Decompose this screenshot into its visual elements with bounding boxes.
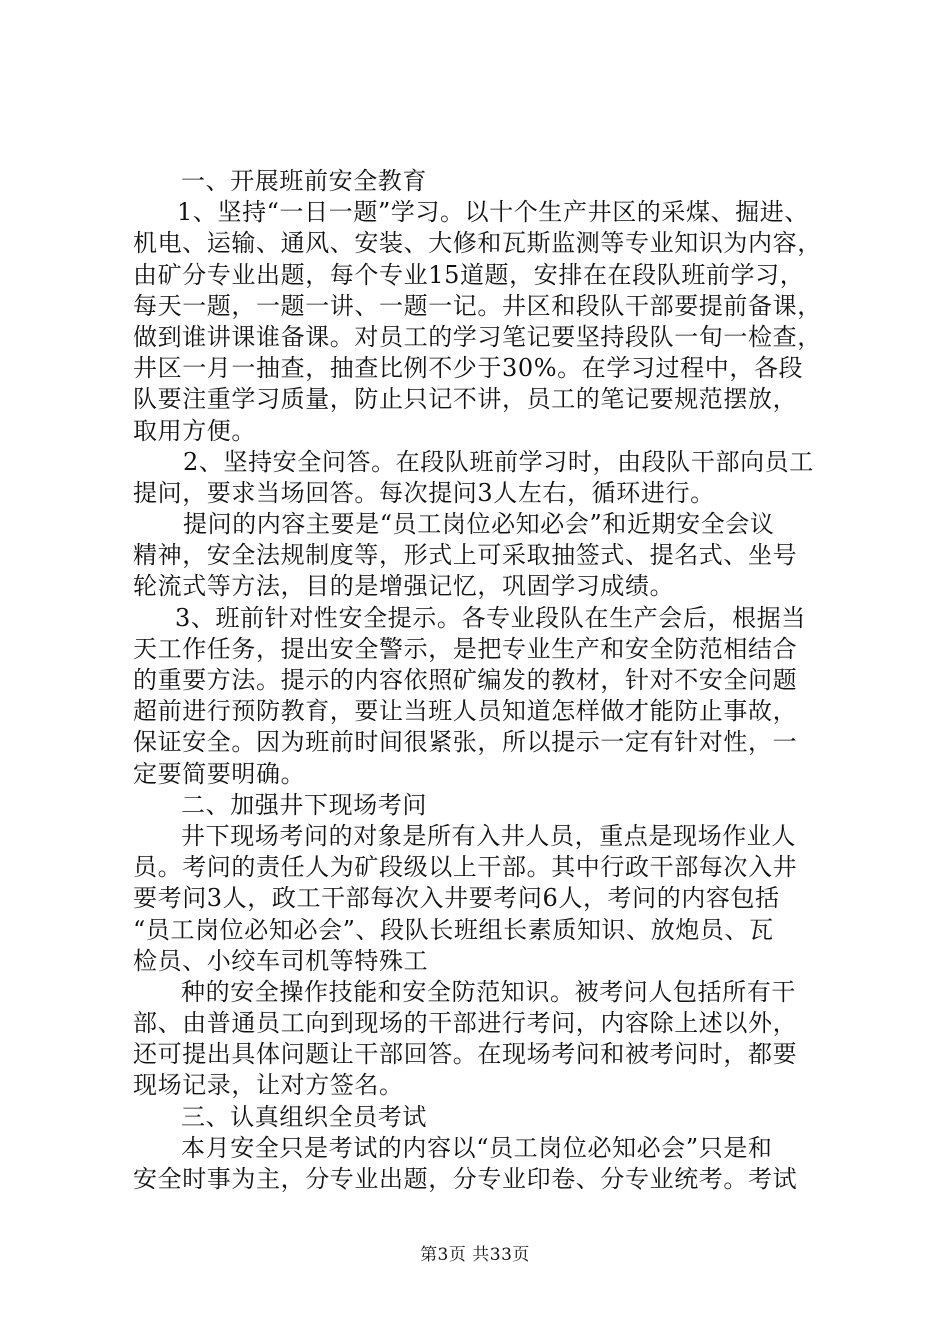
paragraph-line: “员工岗位必知必会”、段队长班组长素质知识、放炮员、瓦 — [133, 915, 774, 944]
section-heading-2: 二、加强井下现场考问 — [181, 790, 427, 819]
document-body — [133, 166, 833, 1195]
paragraph-line: 员。考问的责任人为矿段级以上干部。其中行政干部每次入井 — [133, 853, 798, 882]
paragraph-line: 现场记录，让对方签名。 — [133, 1071, 404, 1100]
paragraph-line: 做到谁讲课谁备课。对员工的学习笔记要坚持段队一旬一检查， — [133, 322, 822, 351]
paragraph-line: 安全时事为主，分专业出题，分专业印卷、分专业统考。考试 — [133, 1165, 798, 1193]
paragraph-line: 队要注重学习质量，防止只记不讲，员工的笔记要规范摆放， — [133, 385, 798, 414]
paragraph-line: 本月安全只是考试的内容以“员工岗位必知必会”只是和 — [181, 1133, 773, 1162]
paragraph-line: 精神，安全法规制度等，形式上可采取抽签式、提名式、坐号 — [133, 541, 798, 570]
paragraph-line: 2、坚持安全问答。在段队班前学习时，由段队干部向员工 — [183, 447, 814, 476]
paragraph-line: 1、坚持“一日一题”学习。以十个生产井区的采煤、掘进、 — [177, 198, 810, 227]
paragraph-line: 部、由普通员工向到现场的干部进行考问，内容除上述以外， — [133, 1009, 798, 1038]
paragraph-line: 定要简要明确。 — [133, 759, 306, 788]
paragraph-line: 由矿分专业出题，每个专业15道题，安排在在段队班前学习， — [133, 260, 805, 289]
paragraph-line: 每天一题，一题一讲、一题一记。井区和段队干部要提前备课， — [133, 291, 822, 320]
paragraph-line: 提问的内容主要是“员工岗位必知必会”和近期安全会议 — [183, 510, 775, 539]
paragraph-line: 还可提出具体问题让干部回答。在现场考问和被考问时，都要 — [133, 1040, 798, 1069]
paragraph-line: 机电、运输、通风、安装、大修和瓦斯监测等专业知识为内容， — [133, 229, 822, 258]
paragraph-line: 的重要方法。提示的内容依照矿编发的教材，针对不安全问题 — [133, 666, 798, 694]
paragraph-line: 3、班前针对性安全提示。各专业段队在生产会后，根据当 — [175, 603, 806, 632]
paragraph-line: 保证安全。因为班前时间很紧张，所以提示一定有针对性，一 — [133, 728, 798, 757]
paragraph-line: 井区一月一抽查，抽查比例不少于30%。在学习过程中，各段 — [133, 354, 804, 383]
paragraph-line: 轮流式等方法，目的是增强记忆，巩固学习成绩。 — [133, 572, 675, 601]
paragraph-line: 井下现场考问的对象是所有入井人员，重点是现场作业人 — [181, 821, 796, 850]
paragraph-line: 取用方便。 — [133, 416, 256, 445]
section-heading-1: 一、开展班前安全教育 — [181, 167, 427, 195]
paragraph-line: 天工作任务，提出安全警示，是把专业生产和安全防范相结合 — [133, 634, 798, 663]
paragraph-line: 要考问3人，政工干部每次入井要考问6人，考问的内容包括 — [133, 884, 780, 913]
paragraph-line: 检员、小绞车司机等特殊工 — [133, 946, 429, 975]
paragraph-line: 超前进行预防教育，要让当班人员知道怎样做才能防止事故， — [133, 697, 798, 726]
paragraph-line: 种的安全操作技能和安全防范知识。被考问人包括所有干 — [181, 977, 796, 1006]
paragraph-line: 提问，要求当场回答。每次提问3人左右，循环进行。 — [133, 478, 715, 507]
section-heading-3: 三、认真组织全员考试 — [181, 1102, 427, 1131]
page-number-footer: 第3页 共33页 — [420, 1245, 530, 1265]
